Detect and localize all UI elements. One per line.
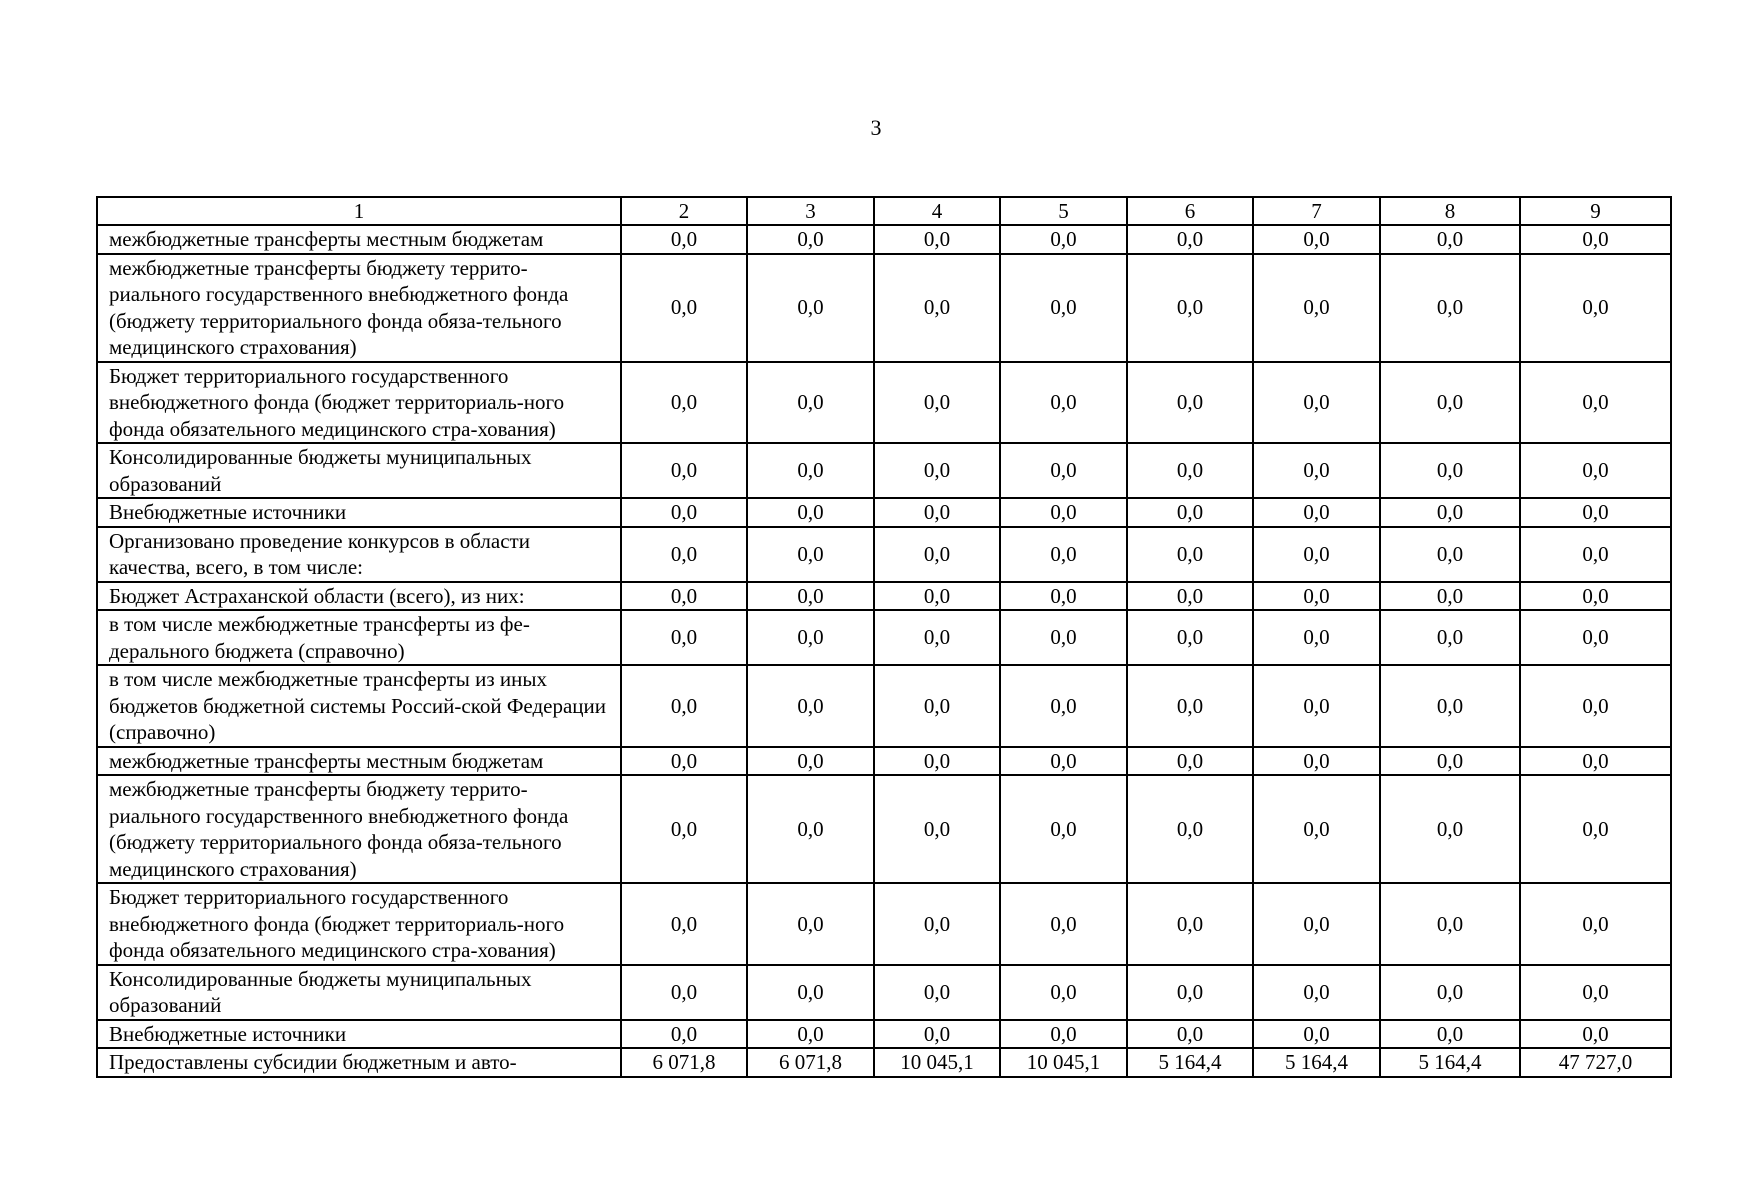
value-cell: 0,0: [1127, 225, 1253, 254]
value-cell: 0,0: [747, 747, 874, 776]
value-cell: 0,0: [874, 254, 1000, 362]
table-row: [97, 498, 1671, 527]
value-cell: 0,0: [1380, 527, 1520, 582]
value-cell: 0,0: [1380, 362, 1520, 444]
table-row: [97, 747, 1671, 776]
value-cell: 0,0: [1253, 443, 1380, 498]
value-cell: 0,0: [874, 965, 1000, 1020]
value-cell: 0,0: [1253, 883, 1380, 965]
value-cell: 0,0: [1380, 883, 1520, 965]
value-cell: 0,0: [1000, 747, 1127, 776]
value-cell: 0,0: [1253, 254, 1380, 362]
row-label: межбюджетные трансферты местным бюджетам: [97, 747, 621, 776]
value-cell: 0,0: [621, 443, 747, 498]
value-cell: 0,0: [621, 610, 747, 665]
value-cell: 0,0: [621, 225, 747, 254]
row-label: межбюджетные трансферты местным бюджетам: [97, 225, 621, 254]
value-cell: 0,0: [1127, 965, 1253, 1020]
value-cell: 0,0: [874, 362, 1000, 444]
table-row: [97, 665, 1671, 747]
value-cell: 0,0: [621, 775, 747, 883]
value-cell: 0,0: [1520, 527, 1671, 582]
value-cell: 0,0: [1000, 665, 1127, 747]
table-row: [97, 610, 1671, 665]
value-cell: 0,0: [1253, 610, 1380, 665]
value-cell: 0,0: [1000, 775, 1127, 883]
column-header: 3: [747, 197, 874, 225]
table-row: [97, 225, 1671, 254]
row-label: Внебюджетные источники: [97, 498, 621, 527]
value-cell: 0,0: [1253, 498, 1380, 527]
value-cell: 0,0: [747, 1020, 874, 1049]
value-cell: 0,0: [747, 883, 874, 965]
value-cell: 0,0: [874, 582, 1000, 611]
value-cell: 10 045,1: [874, 1048, 1000, 1077]
value-cell: 0,0: [1380, 498, 1520, 527]
value-cell: 0,0: [621, 747, 747, 776]
column-header: 8: [1380, 197, 1520, 225]
value-cell: 6 071,8: [621, 1048, 747, 1077]
value-cell: 0,0: [1000, 582, 1127, 611]
value-cell: 0,0: [1127, 254, 1253, 362]
value-cell: 0,0: [621, 527, 747, 582]
value-cell: 0,0: [621, 665, 747, 747]
value-cell: 47 727,0: [1520, 1048, 1671, 1077]
value-cell: 0,0: [747, 965, 874, 1020]
column-header: 9: [1520, 197, 1671, 225]
table-row: [97, 775, 1671, 883]
value-cell: 0,0: [1380, 965, 1520, 1020]
value-cell: 0,0: [874, 1020, 1000, 1049]
value-cell: 0,0: [1520, 747, 1671, 776]
value-cell: 0,0: [1520, 665, 1671, 747]
value-cell: 0,0: [1380, 665, 1520, 747]
value-cell: 0,0: [1520, 965, 1671, 1020]
value-cell: 0,0: [1380, 443, 1520, 498]
value-cell: 0,0: [621, 498, 747, 527]
page-number: 3: [870, 115, 882, 140]
value-cell: 0,0: [1253, 362, 1380, 444]
column-header: 2: [621, 197, 747, 225]
value-cell: 0,0: [1380, 747, 1520, 776]
value-cell: 0,0: [1127, 443, 1253, 498]
row-label: в том числе межбюджетные трансферты из иных бюджетов бюджетной системы Россий-ской Федерации (справочно): [97, 665, 621, 747]
table-row: [97, 443, 1671, 498]
value-cell: 0,0: [1127, 747, 1253, 776]
value-cell: 0,0: [874, 498, 1000, 527]
value-cell: 0,0: [1253, 527, 1380, 582]
value-cell: 0,0: [747, 362, 874, 444]
value-cell: 0,0: [747, 254, 874, 362]
row-label: Внебюджетные источники: [97, 1020, 621, 1049]
value-cell: 0,0: [1000, 527, 1127, 582]
value-cell: 0,0: [621, 965, 747, 1020]
row-label: межбюджетные трансферты бюджету террито-риального государственного внебюджетного фонда (бюджету территориального фонда обяза-тельного медицинского страхования): [97, 254, 621, 362]
value-cell: 0,0: [1380, 582, 1520, 611]
table-row: [97, 965, 1671, 1020]
row-label: Бюджет Астраханской области (всего), из них:: [97, 582, 621, 611]
row-label: Консолидированные бюджеты муниципальных образований: [97, 965, 621, 1020]
column-header: 6: [1127, 197, 1253, 225]
value-cell: 0,0: [1253, 582, 1380, 611]
value-cell: 0,0: [1253, 747, 1380, 776]
value-cell: 0,0: [621, 254, 747, 362]
value-cell: 0,0: [874, 775, 1000, 883]
value-cell: 5 164,4: [1380, 1048, 1520, 1077]
value-cell: 0,0: [1380, 610, 1520, 665]
row-label: Бюджет территориального государственного внебюджетного фонда (бюджет территориаль-ного фонда обязательного медицинского стра-хования): [97, 883, 621, 965]
value-cell: 0,0: [621, 582, 747, 611]
value-cell: 0,0: [1253, 775, 1380, 883]
value-cell: 0,0: [1127, 527, 1253, 582]
value-cell: 0,0: [621, 1020, 747, 1049]
value-cell: 0,0: [874, 883, 1000, 965]
value-cell: 0,0: [747, 775, 874, 883]
value-cell: 10 045,1: [1000, 1048, 1127, 1077]
row-label: в том числе межбюджетные трансферты из фе-дерального бюджета (справочно): [97, 610, 621, 665]
value-cell: 0,0: [1520, 362, 1671, 444]
value-cell: 0,0: [1380, 775, 1520, 883]
value-cell: 0,0: [747, 225, 874, 254]
column-header: 1: [97, 197, 621, 225]
table-row: [97, 527, 1671, 582]
value-cell: 0,0: [1520, 225, 1671, 254]
value-cell: 0,0: [1127, 610, 1253, 665]
value-cell: 0,0: [1127, 665, 1253, 747]
value-cell: 0,0: [1520, 582, 1671, 611]
table-row: [97, 1020, 1671, 1049]
value-cell: 5 164,4: [1127, 1048, 1253, 1077]
table-row: [97, 362, 1671, 444]
value-cell: 0,0: [747, 665, 874, 747]
value-cell: 0,0: [1520, 775, 1671, 883]
column-header: 7: [1253, 197, 1380, 225]
value-cell: 0,0: [1000, 443, 1127, 498]
value-cell: 0,0: [1127, 498, 1253, 527]
value-cell: 0,0: [747, 582, 874, 611]
table-row: [97, 883, 1671, 965]
value-cell: 5 164,4: [1253, 1048, 1380, 1077]
value-cell: 0,0: [1253, 225, 1380, 254]
value-cell: 0,0: [874, 225, 1000, 254]
value-cell: 0,0: [1520, 498, 1671, 527]
value-cell: 0,0: [621, 362, 747, 444]
value-cell: 0,0: [1380, 225, 1520, 254]
value-cell: 0,0: [747, 610, 874, 665]
value-cell: 0,0: [874, 527, 1000, 582]
value-cell: 0,0: [1380, 1020, 1520, 1049]
value-cell: 0,0: [874, 610, 1000, 665]
row-label: Консолидированные бюджеты муниципальных образований: [97, 443, 621, 498]
value-cell: 0,0: [1000, 225, 1127, 254]
table-row: [97, 1048, 1671, 1077]
value-cell: 0,0: [621, 883, 747, 965]
value-cell: 6 071,8: [747, 1048, 874, 1077]
value-cell: 0,0: [874, 747, 1000, 776]
value-cell: 0,0: [1000, 254, 1127, 362]
value-cell: 0,0: [747, 498, 874, 527]
value-cell: 0,0: [1253, 965, 1380, 1020]
value-cell: 0,0: [1000, 1020, 1127, 1049]
row-label: Предоставлены субсидии бюджетным и авто-: [97, 1048, 621, 1077]
column-header: 5: [1000, 197, 1127, 225]
value-cell: 0,0: [1253, 665, 1380, 747]
value-cell: 0,0: [1520, 883, 1671, 965]
value-cell: 0,0: [1253, 1020, 1380, 1049]
row-label: межбюджетные трансферты бюджету террито-риального государственного внебюджетного фонда (бюджету территориального фонда обяза-тельного медицинского страхования): [97, 775, 621, 883]
column-header: 4: [874, 197, 1000, 225]
row-label: Бюджет территориального государственного внебюджетного фонда (бюджет территориаль-ного фонда обязательного медицинского стра-хования): [97, 362, 621, 444]
value-cell: 0,0: [1127, 582, 1253, 611]
value-cell: 0,0: [1000, 498, 1127, 527]
value-cell: 0,0: [1520, 254, 1671, 362]
header-row: [97, 197, 1671, 225]
value-cell: 0,0: [874, 665, 1000, 747]
value-cell: 0,0: [1520, 1020, 1671, 1049]
value-cell: 0,0: [1520, 443, 1671, 498]
budget-table: [96, 196, 1672, 1078]
value-cell: 0,0: [874, 443, 1000, 498]
value-cell: 0,0: [1000, 883, 1127, 965]
table-row: [97, 582, 1671, 611]
value-cell: 0,0: [1000, 965, 1127, 1020]
value-cell: 0,0: [1000, 610, 1127, 665]
row-label: Организовано проведение конкурсов в области качества, всего, в том числе:: [97, 527, 621, 582]
value-cell: 0,0: [1380, 254, 1520, 362]
value-cell: 0,0: [747, 527, 874, 582]
value-cell: 0,0: [1127, 362, 1253, 444]
value-cell: 0,0: [1520, 610, 1671, 665]
value-cell: 0,0: [1000, 362, 1127, 444]
value-cell: 0,0: [1127, 775, 1253, 883]
value-cell: 0,0: [1127, 883, 1253, 965]
table-row: [97, 254, 1671, 362]
value-cell: 0,0: [747, 443, 874, 498]
value-cell: 0,0: [1127, 1020, 1253, 1049]
